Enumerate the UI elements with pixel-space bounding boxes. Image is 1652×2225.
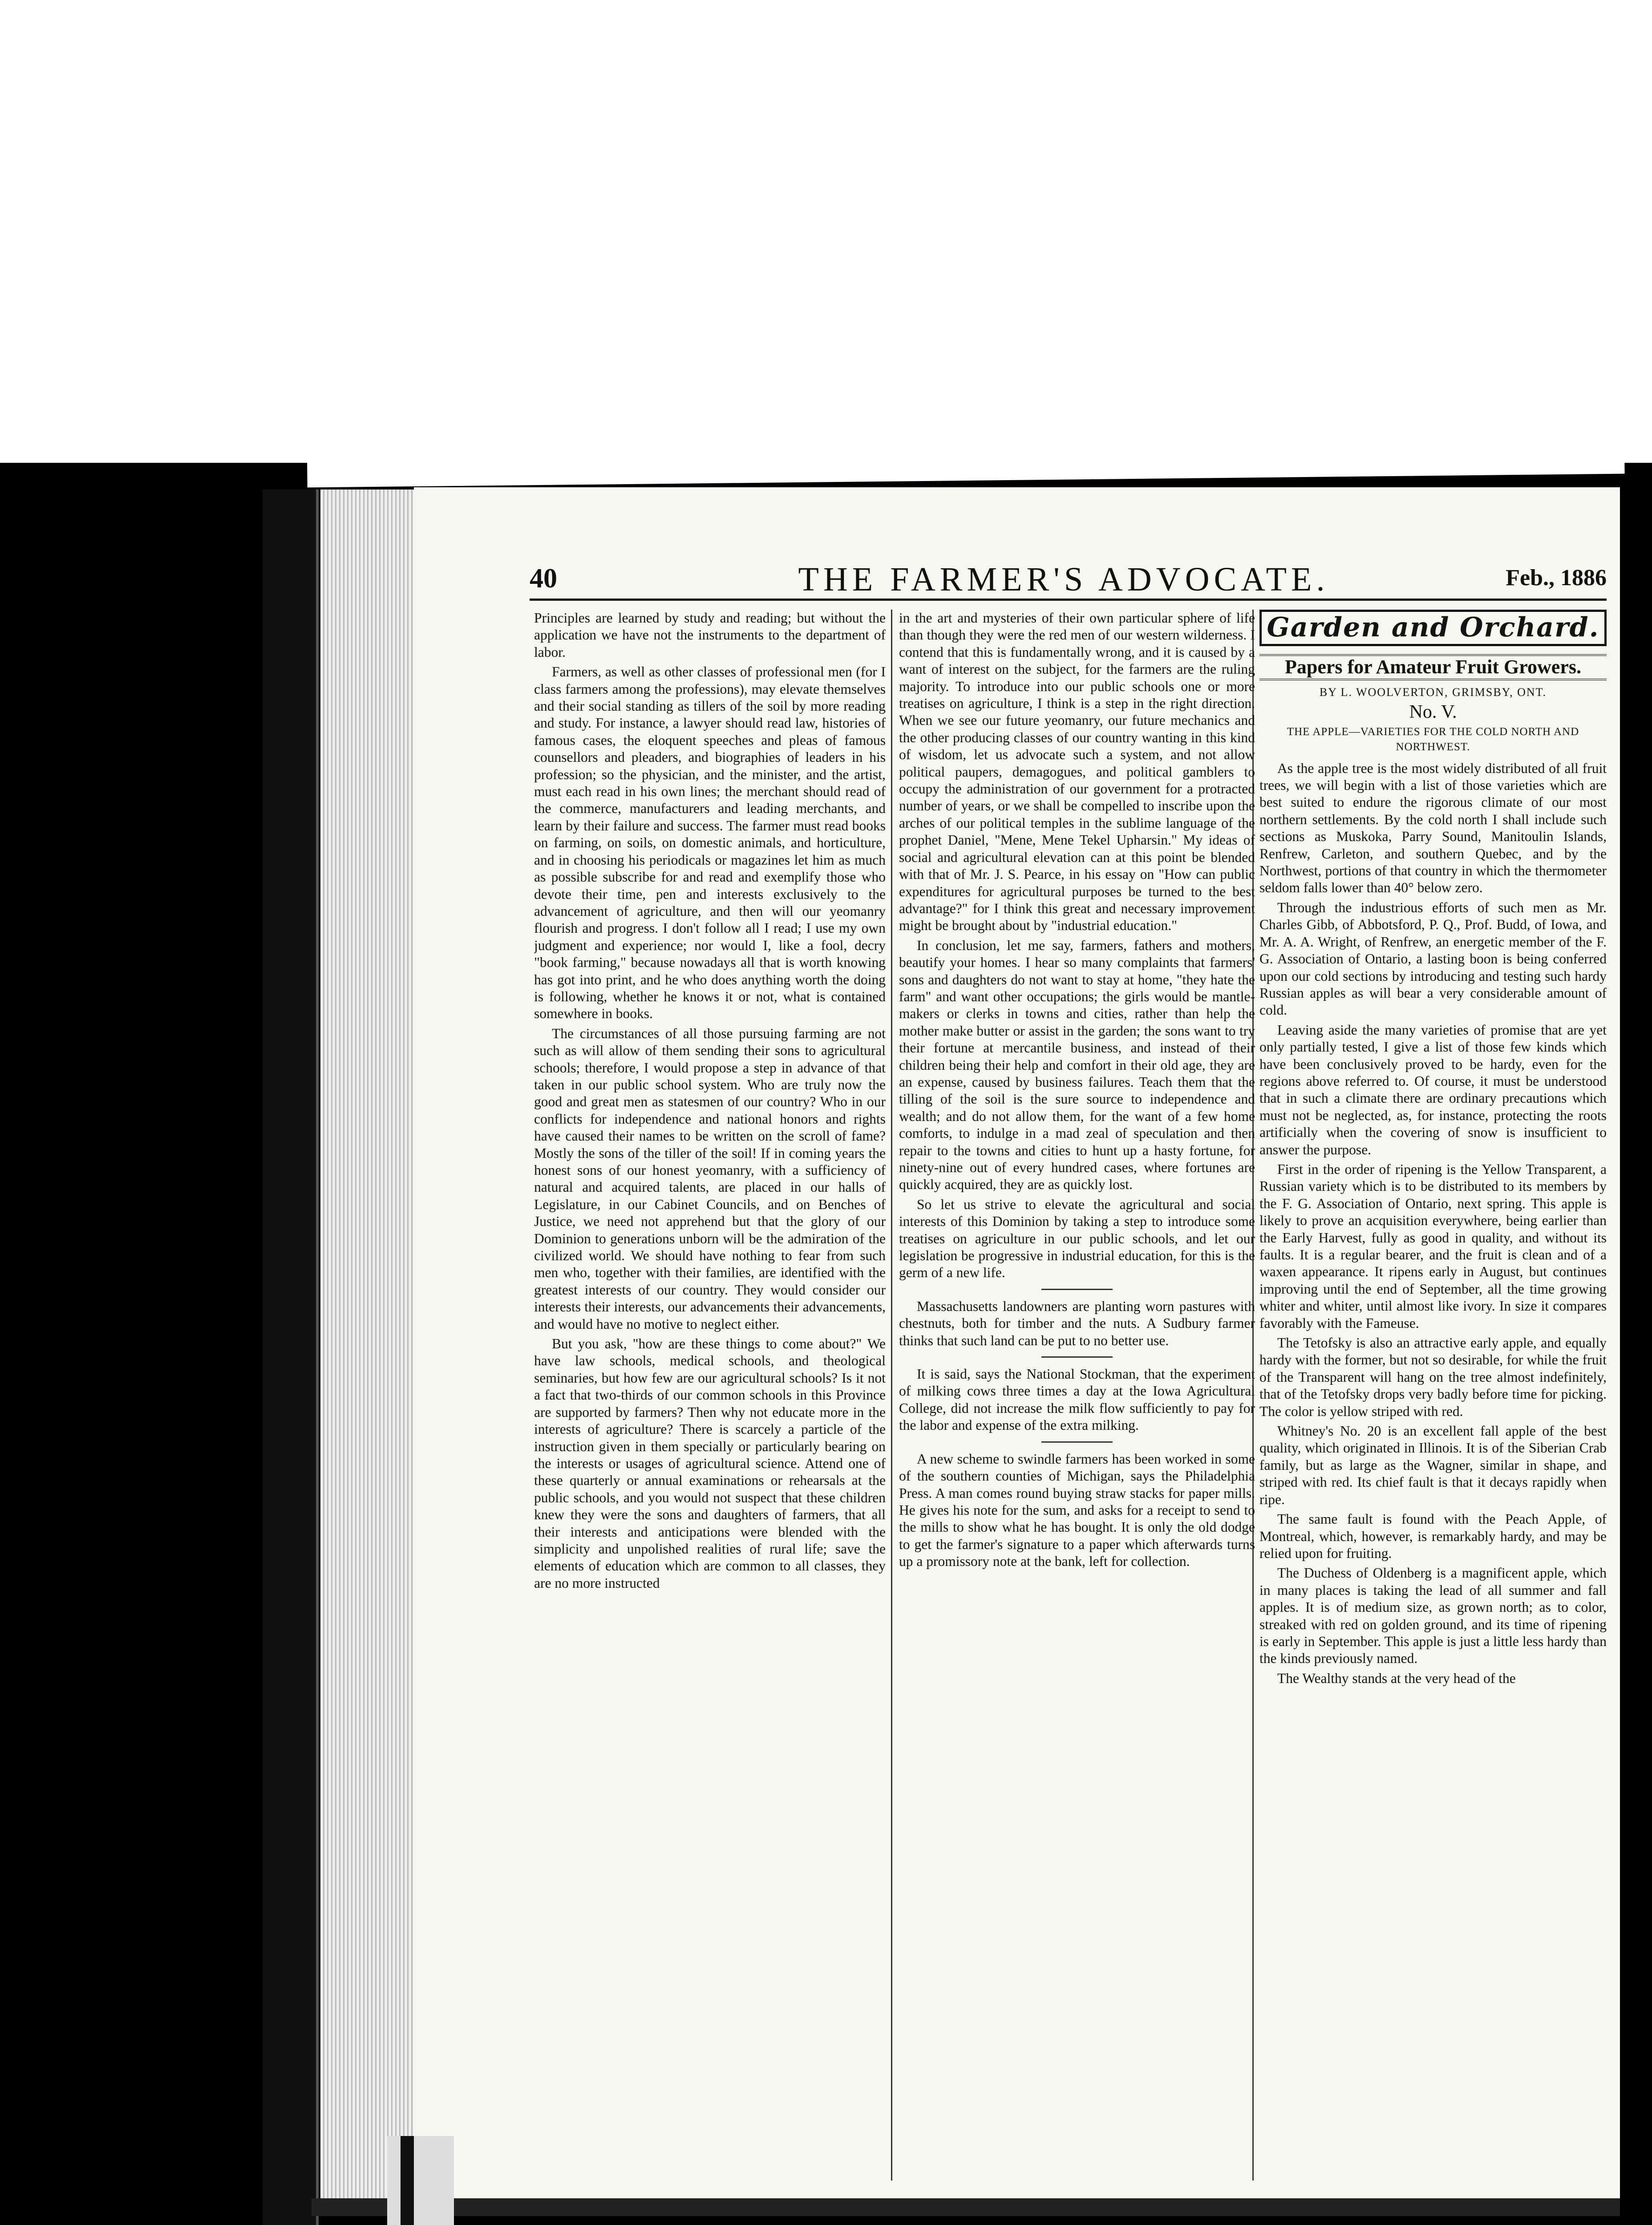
paragraph: As the apple tree is the most widely distributed of all fruit trees, we will begin with a list of those varieties which are best suited to endure the rigorous climate of our most northern settlements. By the cold north I shall include such sections as Muskoka, Parry Sound, Manitoulin Islands, Renfrew, Carleton, and southern Quebec, and by the Northwest, portions of that country in which the thermometer seldom falls lower than 40° below zero. — [1259, 760, 1607, 896]
paragraph: Through the industrious efforts of such men as Mr. Charles Gibb, of Abbotsford, P. Q., Prof. Budd, of Iowa, and Mr. A. A. Wright, of Renfrew, an energetic member of the F. G. Association of Ontario, a lasting boon is being conferred upon our cold sections by introducing and testing such hardy Russian apples as will bear a very considerable amount of cold. — [1259, 899, 1607, 1018]
scan-background-top — [0, 0, 1652, 463]
paragraph: In conclusion, let me say, farmers, fathers and mothers, beautify your homes. I hear so many complaints that farmers' sons and daughters do not want to stay at home, "they hate the farm" and want other occupations; the girls would be mantle-makers or clerks in towns and cities, rather than help the mother make butter or assist in the garden; the sons want to try their fortune at mercantile business, and instead of their children being their help and comfort in their old age, they are an expense, caused by business failures. Teach them that the tilling of the soil is the sure source to independence and wealth; and do not allow them, for the want of a few home comforts, to indulge in a mad zeal of speculation and then repair to the towns and cities to hunt up a hasty fortune, for ninety-nine out of every hundred cases, where fortunes are quickly acquired, they are as quickly lost. — [899, 937, 1255, 1193]
byline: BY L. WOOLVERTON, GRIMSBY, ONT. — [1319, 685, 1547, 699]
masthead-title: THE FARMER'S ADVOCATE. — [798, 561, 1329, 598]
page-clamp — [387, 2136, 454, 2225]
separator-rule — [1041, 1356, 1113, 1358]
paragraph: Principles are learned by study and reading; but without the application we have not the instruments to the department of labor. — [534, 610, 886, 660]
page-number: 40 — [530, 563, 557, 594]
paragraph: The same fault is found with the Peach Apple, of Montreal, which, however, is remarkably hardy, and may be relied upon for fruiting. — [1259, 1511, 1607, 1561]
paragraph: So let us strive to elevate the agricultural and social interests of this Dominion by taking a step to introduce some treatises on agriculture in our public schools, and let our legislation be progressive in industrial education, for this is the germ of a new life. — [899, 1196, 1255, 1281]
news-note: Massachusetts landowners are planting worn pastures with chestnuts, both for timber and the nuts. A Sudbury farmer thinks that such land can be put to no better use. — [899, 1298, 1255, 1348]
paragraph: But you ask, "how are these things to come about?" We have law schools, medical schools, and theological seminaries, but how few are our agricultural schools? Is it not a fact that two-thirds of our common schools in this Province are supported by farmers? Then why not educate more in the interests of agriculture? There is scarcely a particle of the instruction given in them specially or particularly bearing on the interests or usages of agricultural science. Attend one of these quarterly or annual examinations or rehearsals at the public schools, and you would not suspect that these children knew they were the sons and daughters of farmers, that all their interests and anticipations were blended with the simplicity and unpolished realities of rural life; save the elements of education which are common to all classes, they are no more instructed — [534, 1336, 886, 1591]
news-note: It is said, says the National Stockman, that the experiment of milking cows three times a day at the Iowa Agricultural College, did not increase the milk flow sufficiently to pay for the labor and expense of the extra milking. — [899, 1366, 1255, 1433]
page-clamp-slot — [401, 2136, 414, 2225]
paragraph: The Tetofsky is also an attractive early apple, and equally hardy with the former, but not so desirable, for while the fruit of the Transparent will hang on the tree almost indefinitely, that of the Tetofsky drops very badly before time for picking. The color is yellow striped with red. — [1259, 1335, 1607, 1419]
paragraph: First in the order of ripening is the Yellow Transparent, a Russian variety which is to be distributed to its members by the F. G. Association of Ontario, next spring. This apple is likely to prove an acquisition everywhere, being earlier than the Early Harvest, fully as good in quality, and without its faults. It is a regular bearer, and the fruit is clean and of a waxen appearance. It ripens early in August, but continues improving until the end of September, all the time growing whiter and whiter, until almost like ivory. In size it compares favorably with the Fameuse. — [1259, 1161, 1607, 1331]
news-note: A new scheme to swindle farmers has been worked in some of the southern counties of Michigan, says the Philadelphia Press. A man comes round buying straw stacks for paper mills. He gives his note for the sum, and asks for a receipt to send to the mills to show what he has bought. It is only the old dodge to get the farmer's signature to a paper which afterwards turns up a promissory note at the bank, left for collection. — [899, 1451, 1255, 1570]
column-one — [534, 610, 886, 2194]
column-rule-left — [891, 610, 892, 2180]
column-two — [899, 610, 1255, 2194]
section-heading: Garden and Orchard. — [1259, 610, 1607, 646]
paragraph: Farmers, as well as other classes of professional men (for I class farmers among the professions), may elevate themselves and their social standing as tillers of the soil by more reading and study. For instance, a lawyer should read law, histories of famous cases, the eloquent speeches and pleas of famous counsellors and pleaders, and biographies of leaders in his profession; so the physician, and the minister, and the artist, must each read in his own lines; the merchant should read of the commerce, manufacturers and leading merchants, and learn by their failure and success. The farmer must read books on farming, on soils, on domestic animals, and horticulture, and in choosing his periodicals or magazines let him as much as possible subscribe for and read and exemplify those who devote their time, pen and interests exclusively to the advancement of agriculture, and then will our yeomanry flourish and progress. I don't follow all I read; I use my own judgment and experience; nor would I, like a fool, decry "book farming," because nowadays all that is worth knowing has got into print, and he who does anything worth the doing is following, whether he knows it or not, what is contained somewhere in books. — [534, 664, 886, 1022]
page-header — [530, 558, 1607, 601]
book-bottom-edge — [312, 2198, 1620, 2216]
paragraph: The Duchess of Oldenberg is a magnificent apple, which in many places is taking the lead of all summer and fall apples. It is of medium size, as grown north; as to color, streaked with red on golden ground, and its time of ripening is early in September. This apple is just a little less hardy than the kinds previously named. — [1259, 1565, 1607, 1667]
paragraph: in the art and mysteries of their own particular sphere of life than though they were the red men of our western wilderness. I contend that this is fundamentally wrong, and it is caused by a want of interest on the subject, for the farmers are the ruling majority. To introduce into our public schools one or more treatises on agriculture, I think is a step in the right direction. When we see our future yeomanry, our future mechanics and the other producing classes of our country wanting in this kind of wisdom, let us advocate such a system, and not allow political paupers, demagogues, and political gamblers to occupy the administration of our government for a protracted number of years, or we shall be compelled to inscribe upon the arches of our political temples in the sublime language of the prophet Daniel, "Mene, Mene Tekel Upharsin." My ideas of social and agricultural elevation can at this point be blended with that of Mr. J. S. Pearce, in his essay on "How can public expenditures for agricultural purposes be turned to the best advantage?" for I think this great and necessary improvement might be brought about by "industrial education." — [899, 610, 1255, 934]
paragraph: The circumstances of all those pursuing farming are not such as will allow of them sending their sons to agricultural schools; therefore, I would propose a step in advance of that taken in our public school system. Who are truly now the good and great men as statesmen of our country? Who in our conflicts for independence and national honors and rights have caused their names to be written on the scroll of fame? Mostly the sons of the tiller of the soil! If in coming years the honest sons of our honest yeomanry, with a sufficiency of natural and acquired talents, are placed in our halls of Legislature, in our Cabinet Councils, and on Benches of Justice, we need not apprehend but that the glory of our Dominion to generations unborn will be the admiration of the civilized world. We should have nothing to fear from such men who, together with their families, are identified with the greatest interests of our country. They would consider our interests their interests, our advancements their advancements, and would have no motive to neglect either. — [534, 1025, 886, 1332]
paragraph: Leaving aside the many varieties of promise that are yet only partially tested, I give a list of those few kinds which have been conclusively proved to be hardy, even for the regions above referred to. Of course, it must be understood that in such a climate there are ordinary precautions which must not be neglected, as, for instance, protecting the roots artificially when the covering of snow is insufficient to answer the purpose. — [1259, 1022, 1607, 1157]
article-title: Papers for Amateur Fruit Growers. — [1259, 654, 1607, 680]
issue-date: Feb., 1886 — [1506, 565, 1607, 591]
book-cover-edge — [263, 490, 319, 2225]
paragraph: The Wealthy stands at the very head of the — [1277, 1670, 1516, 1686]
column-three — [1259, 610, 1607, 2194]
page-stack-edges — [320, 490, 418, 2207]
article-number: No. V. — [1409, 702, 1457, 723]
paragraph: Whitney's No. 20 is an excellent fall apple of the best quality, which originated in Illinois. It is of the Siberian Crab family, but as large as the Wagner, similar in shape, and striped with red. Its chief fault is that it decays rapidly when ripe. — [1259, 1423, 1607, 1507]
separator-rule — [1041, 1441, 1113, 1443]
separator-rule — [1041, 1289, 1113, 1290]
article-subhead: THE APPLE—VARIETIES FOR THE COLD NORTH AND NORTHWEST. — [1287, 725, 1579, 753]
